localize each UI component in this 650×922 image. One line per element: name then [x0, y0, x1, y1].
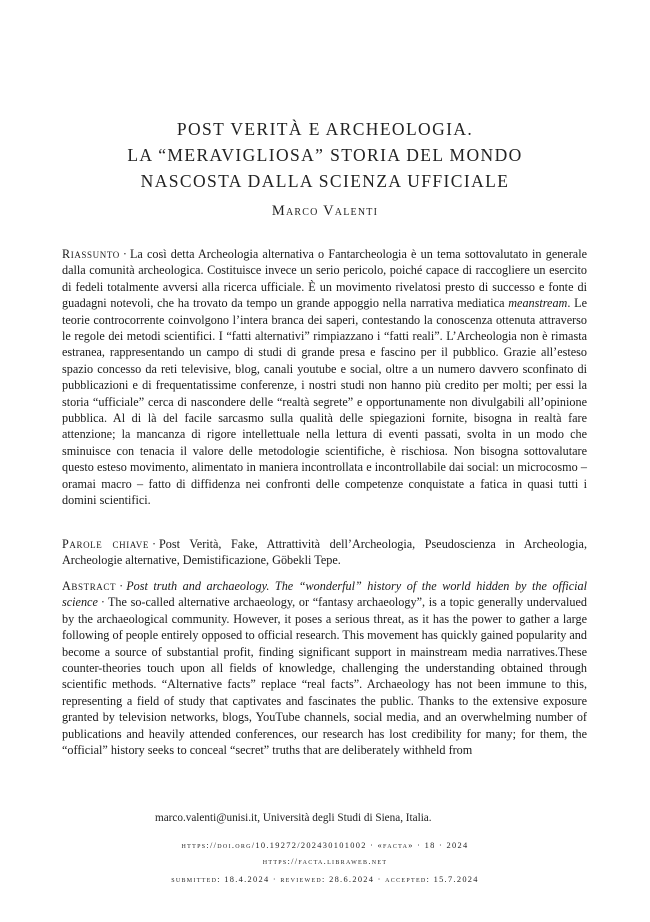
title-line-1: POST VERITÀ E ARCHEOLOGIA. — [176, 119, 474, 139]
doi-line: https://doi.org/10.19272/202430101002 · «facta» · 18 · 2024 — [181, 841, 469, 850]
abstract-paragraph — [62, 578, 587, 758]
title-line-3: NASCOSTA DALLA SCIENZA UFFICIALE — [140, 171, 510, 191]
separator-dot: · — [122, 247, 127, 261]
keywords-paragraph — [62, 536, 587, 569]
separator-dot: · — [100, 595, 105, 610]
keywords-text: Post Verità, Fake, Attrattività dell’Archeologia, Pseudoscienza in Archeologia, Archeologie alternative, Demistificazione, Göbekli Tepe. — [62, 537, 587, 568]
title-line-2: LA “MERAVIGLIOSA” STORIA DEL MONDO — [127, 145, 523, 165]
article-title — [40, 116, 610, 194]
keywords-label: Parole chiave — [62, 537, 149, 551]
riassunto-term: meanstream — [508, 296, 568, 311]
separator-dot: · — [151, 537, 157, 551]
author-affiliation: marco.valenti@unisi.it, Università degli Studi di Siena, Italia. — [155, 812, 432, 824]
abstract-text: The so-called alternative archaeology, or “fantasy archaeology”, is a topic generally undervalued by the archaeological community. However, it poses a serious threat, as it has the power to gather a large following of people entirely opposed to official research. This movement has quickly gained popularity and become a source of substantial profit, finding significant support in mainstream media narratives.These counter-theories touch upon all fields of knowledge, challenging the understanding obtained through scientific methods. “Alternative facts” replace “real facts”. Archaeology has not been immune to this, representing a field of study that captivates and fascinates the public. Thanks to the extensive exposure granted by television networks, blogs, YouTube channels, social media, and an overwhelming number of publications and heavily attended conferences, our research has lost credibility for many; for them, the “official” history seeks to conceal “secret” truths that are deliberately withheld from — [62, 595, 587, 758]
riassunto-text-1: La così detta Archeologia alternativa o Fantarcheologia è un tema sottovalutato in generale dalla comunità archeologica. Costituisce invece un serio pericolo, poiché capace di raccogliere un esercito di fedeli totalmente avversi alla ricerca ufficiale. È un movimento rivelatosi presto di successo e fonte di guadagni notevoli, che ha trovato da tempo un grande appoggio nella narrativa mediatica — [62, 247, 587, 311]
abstract-label: Abstract — [62, 579, 117, 593]
abstract-title: Post truth and archaeology. The “wonderful” history of the world hidden by the official science — [62, 579, 587, 610]
riassunto-label: Riassunto — [62, 247, 120, 261]
separator-dot: · — [119, 579, 124, 593]
riassunto-paragraph — [62, 246, 587, 509]
journal-url: https://facta.libraweb.net — [262, 857, 388, 866]
riassunto-text-2: . Le teorie controcorrente coinvolgono l’intera branca dei saperi, contestando la conoscenza ottenuta attraverso le regole dei metodi scientifici. I “fatti alternativi” rimpiazzano i “fatti reali”. L’Archeologia non è rimasta estranea, rappresentando un campo di studi di grande presa e fascino per il pubblico. Grazie all’esteso spazio concesso da reti televisive, blog, canali youtube e social, oltre a un numero davvero sconfinato di pubblicazioni e di frequentatissime conferenze, i nostri studi non hanno più credito per molti; per essi la storia “ufficiale” cerca di nascondere delle “realtà segrete” e opportunamente non divulgabili all’opinione pubblica. Al di là del facile sarcasmo sulla qualità delle spiegazioni fornite, bisogna in realtà fare attenzione; la mancanza di rigore intellettuale nella lettura di eventi passati, svolta in un modo che sminuisce con tenacia il valore delle metodologie scientifiche, è rischiosa. Non bisogna sottovalutare questo esteso movimento, alimentato in maniera incontrollata e incontrollabile dai social: un microcosmo – oramai macro – fatto di diffidenza nei confronti delle competenze conquistate a fatica in quasi tutti i domini scientifici. — [62, 296, 587, 508]
author-name: Marco Valenti — [271, 203, 379, 219]
submission-dates: submitted: 18.4.2024 · reviewed: 28.6.2024 · accepted: 15.7.2024 — [171, 875, 479, 884]
